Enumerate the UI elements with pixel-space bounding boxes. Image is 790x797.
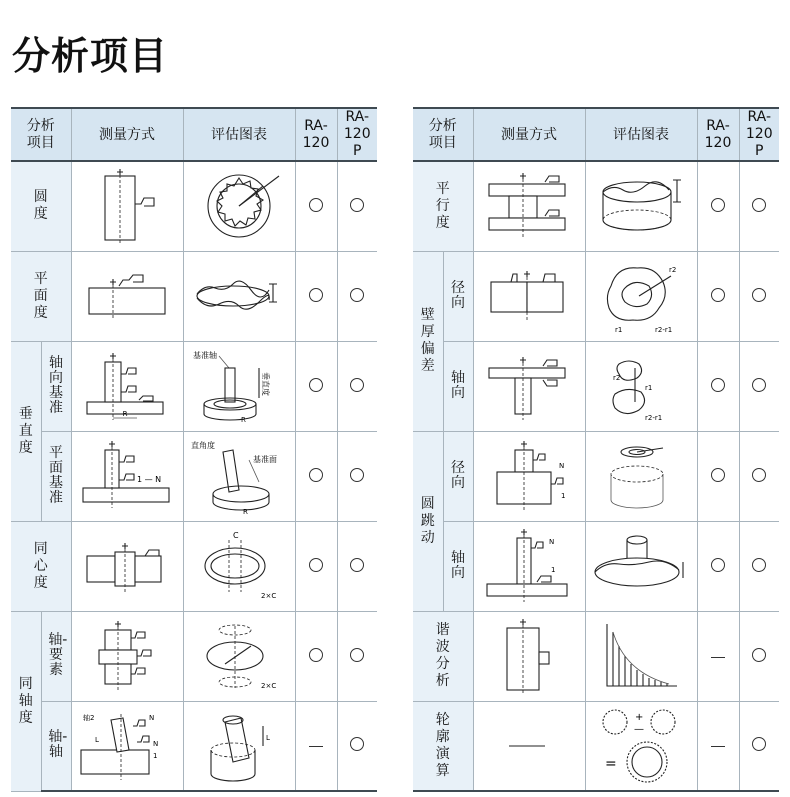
method-parallelism-figure	[473, 161, 585, 251]
svg-text:1 — N: 1 — N	[137, 475, 162, 484]
item-parallelism: 平行度	[413, 161, 473, 251]
ra120-parallelism	[697, 161, 739, 251]
svg-text:L: L	[95, 735, 99, 744]
chart-wall-radial-figure	[585, 251, 697, 341]
method-coax-axis-elem-figure	[71, 611, 183, 701]
chart-coax-axis-axis-figure	[183, 701, 295, 791]
svg-text:r1: r1	[645, 384, 653, 392]
chart-flatness-figure	[183, 251, 295, 341]
item-wall-radial: 径向	[443, 251, 473, 341]
item-contour: 轮廓演算	[413, 701, 473, 791]
ra120p-concentricity	[337, 521, 377, 611]
header-chart-right: 评估图表	[585, 108, 697, 161]
item-perpendicularity: 垂直度	[11, 341, 41, 521]
svg-text:L: L	[266, 733, 270, 742]
chart-contour-figure	[585, 701, 697, 791]
item-coaxiality: 同轴度	[11, 611, 41, 791]
svg-text:R: R	[122, 410, 128, 418]
item-roundness: 圆度	[11, 161, 71, 251]
ra120p-roundness	[337, 161, 377, 251]
chart-harmonic-figure	[585, 611, 697, 701]
ra120p-harmonic	[739, 611, 779, 701]
chart-runout-radial-figure	[585, 431, 697, 521]
item-wall-axial: 轴向	[443, 341, 473, 431]
ra120p-flatness	[337, 251, 377, 341]
chart-coax-axis-elem-figure	[183, 611, 295, 701]
item-perp-plane: 平面基准	[41, 431, 71, 521]
item-runout: 圆跳动	[413, 431, 443, 611]
ra120p-perp-axis	[337, 341, 377, 431]
svg-text:r2-r1: r2-r1	[655, 326, 673, 334]
header-item-right: 分析项目	[413, 108, 473, 161]
ra120p-runout-radial	[739, 431, 779, 521]
svg-text:直角度: 直角度	[191, 441, 216, 450]
svg-text:R: R	[243, 508, 248, 516]
svg-text:N: N	[149, 713, 155, 722]
ra120-perp-axis	[295, 341, 337, 431]
header-item: 分析项目	[11, 108, 71, 161]
ra120-runout-radial	[697, 431, 739, 521]
svg-text:1: 1	[551, 566, 556, 574]
ra120p-contour	[739, 701, 779, 791]
method-wall-radial-figure	[473, 251, 585, 341]
method-runout-radial-figure	[473, 431, 585, 521]
header-ra120p: RA-120P	[337, 108, 377, 161]
method-flatness-figure	[71, 251, 183, 341]
ra120-wall-axial	[697, 341, 739, 431]
ra120-coax-axis-axis	[295, 701, 337, 791]
svg-text:1: 1	[153, 751, 158, 760]
svg-text:N: N	[559, 462, 565, 470]
method-harmonic-figure	[473, 611, 585, 701]
ra120-wall-radial	[697, 251, 739, 341]
ra120-runout-axial	[697, 521, 739, 611]
chart-parallelism-figure	[585, 161, 697, 251]
page-title: 分析项目	[12, 34, 169, 78]
ra120p-coax-axis-elem	[337, 611, 377, 701]
ra120-flatness	[295, 251, 337, 341]
ra120p-perp-plane	[337, 431, 377, 521]
method-wall-axial-figure	[473, 341, 585, 431]
svg-text:C: C	[233, 531, 239, 540]
svg-text:1: 1	[561, 492, 566, 500]
header-ra120p-right: RA-120P	[739, 108, 779, 161]
ra120-coax-axis-elem	[295, 611, 337, 701]
ra120-perp-plane	[295, 431, 337, 521]
svg-text:=: =	[605, 755, 617, 772]
item-coax-axis-elem: 轴-要素	[41, 611, 71, 701]
item-runout-radial: 径向	[443, 431, 473, 521]
item-perp-axis: 轴向基准	[41, 341, 71, 431]
svg-text:基准轴: 基准轴	[193, 351, 218, 360]
method-roundness-figure	[71, 161, 183, 251]
chart-roundness-figure	[183, 161, 295, 251]
svg-text:基准面: 基准面	[253, 455, 278, 464]
chart-concentricity-figure	[183, 521, 295, 611]
ra120p-runout-axial	[739, 521, 779, 611]
svg-text:r2: r2	[669, 266, 677, 274]
svg-text:N: N	[153, 739, 159, 748]
ra120p-wall-radial	[739, 251, 779, 341]
svg-text:r2-r1: r2-r1	[645, 414, 663, 422]
ra120p-coax-axis-axis	[337, 701, 377, 791]
method-contour-figure	[473, 701, 585, 791]
item-runout-axial: 轴向	[443, 521, 473, 611]
item-flatness: 平面度	[11, 251, 71, 341]
header-chart: 评估图表	[183, 108, 295, 161]
svg-text:2×C: 2×C	[261, 592, 277, 600]
item-coax-axis-axis: 轴-轴	[41, 701, 71, 791]
right-spec-table	[413, 107, 779, 792]
chart-perp-axis-figure	[183, 341, 295, 431]
ra120-roundness	[295, 161, 337, 251]
svg-text:r2: r2	[613, 374, 621, 382]
ra120-contour	[697, 701, 739, 791]
method-coax-axis-axis-figure	[71, 701, 183, 791]
method-perp-plane-figure	[71, 431, 183, 521]
method-concentricity-figure	[71, 521, 183, 611]
header-ra120-right: RA-120	[697, 108, 739, 161]
ra120p-wall-axial	[739, 341, 779, 431]
item-concentricity: 同心度	[11, 521, 71, 611]
svg-text:轴2: 轴2	[83, 713, 95, 722]
left-spec-table	[11, 107, 377, 792]
chart-wall-axial-figure	[585, 341, 697, 431]
item-wall-thickness: 壁厚偏差	[413, 251, 443, 431]
item-harmonic: 谐波分析	[413, 611, 473, 701]
chart-runout-axial-figure	[585, 521, 697, 611]
svg-text:R: R	[241, 416, 246, 424]
svg-text:垂直度: 垂直度	[261, 372, 271, 396]
svg-text:+: +	[635, 711, 644, 723]
ra120p-parallelism	[739, 161, 779, 251]
header-ra120: RA-120	[295, 108, 337, 161]
method-perp-axis-figure	[71, 341, 183, 431]
svg-text:2×C: 2×C	[261, 682, 277, 690]
method-runout-axial-figure	[473, 521, 585, 611]
svg-text:N: N	[549, 538, 555, 546]
header-method-right: 测量方式	[473, 108, 585, 161]
svg-text:r1: r1	[615, 326, 623, 334]
chart-perp-plane-figure	[183, 431, 295, 521]
ra120-concentricity	[295, 521, 337, 611]
ra120-harmonic	[697, 611, 739, 701]
svg-text:—: —	[634, 723, 645, 735]
header-method: 测量方式	[71, 108, 183, 161]
